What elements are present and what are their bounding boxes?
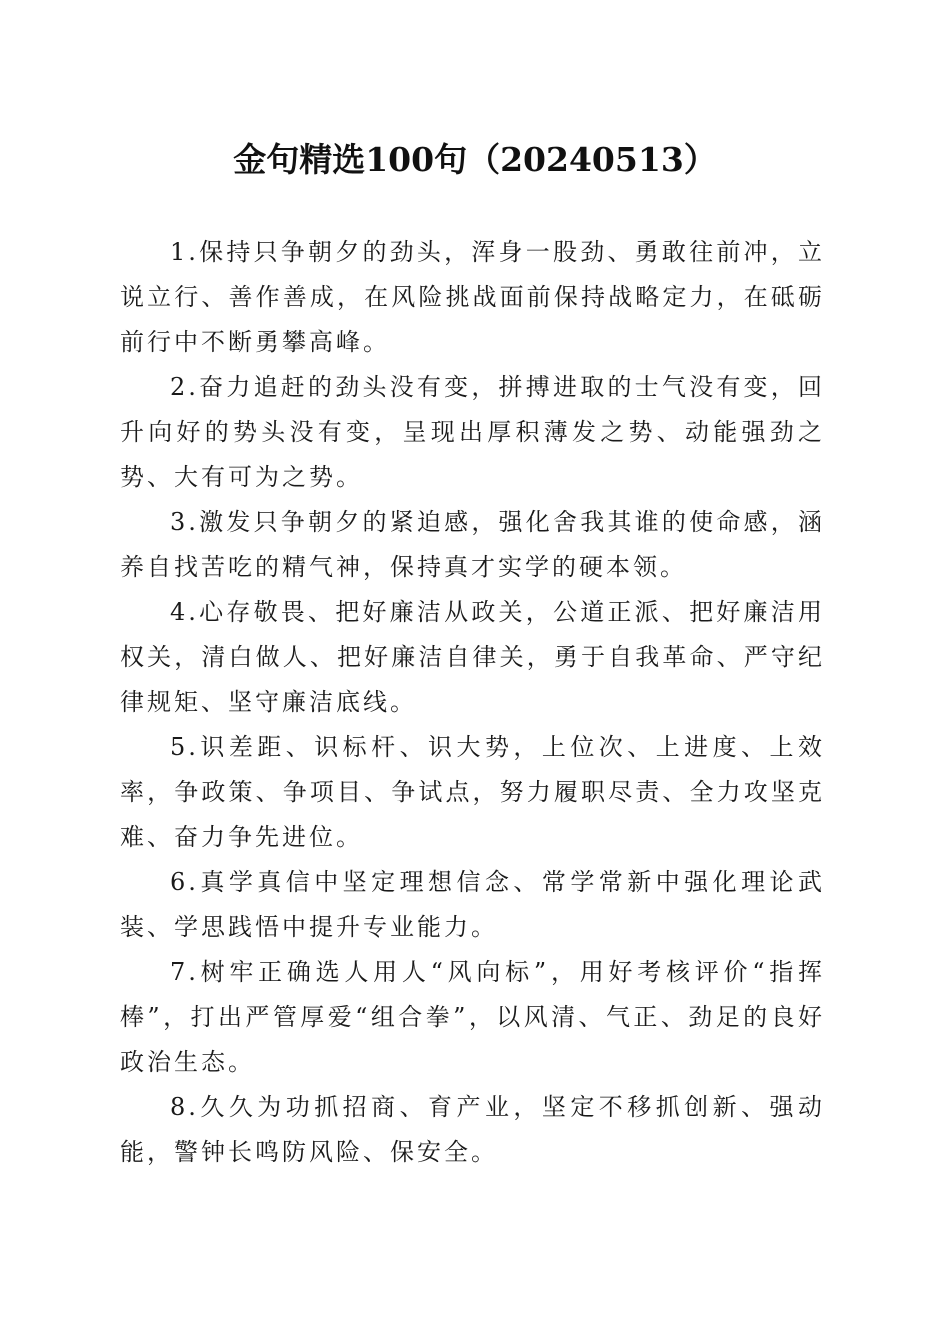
- paragraph-4: 4.心存敬畏、把好廉洁从政关，公道正派、把好廉洁用权关，清白做人、把好廉洁自律关，勇于自我革命、严守纪律规矩、坚守廉洁底线。: [120, 598, 825, 716]
- paragraph-7: 7.树牢正确选人用人“风向标”，用好考核评价“指挥棒”，打出严管厚爱“组合拳”，以风清、气正、劲足的良好政治生态。: [120, 958, 825, 1076]
- paragraph-3: 3.激发只争朝夕的紧迫感，强化舍我其谁的使命感，涵养自找苦吃的精气神，保持真才实学的硬本领。: [120, 508, 825, 581]
- paragraph-8: 8.久久为功抓招商、育产业，坚定不移抓创新、强动能，警钟长鸣防风险、保安全。: [120, 1093, 825, 1166]
- paragraph-1: 1.保持只争朝夕的劲头，浑身一股劲、勇敢往前冲，立说立行、善作善成，在风险挑战面前保持战略定力，在砥砺前行中不断勇攀高峰。: [120, 238, 825, 356]
- document-body: [120, 230, 825, 1175]
- document-title: 金句精选100句（20240513）: [233, 140, 717, 179]
- paragraph-6: 6.真学真信中坚定理想信念、常学常新中强化理论武装、学思践悟中提升专业能力。: [120, 868, 825, 941]
- paragraph-2: 2.奋力追赶的劲头没有变，拼搏进取的士气没有变，回升向好的势头没有变，呈现出厚积薄发之势、动能强劲之势、大有可为之势。: [120, 373, 825, 491]
- paragraph-5: 5.识差距、识标杆、识大势，上位次、上进度、上效率，争政策、争项目、争试点，努力履职尽责、全力攻坚克难、奋力争先进位。: [120, 733, 825, 851]
